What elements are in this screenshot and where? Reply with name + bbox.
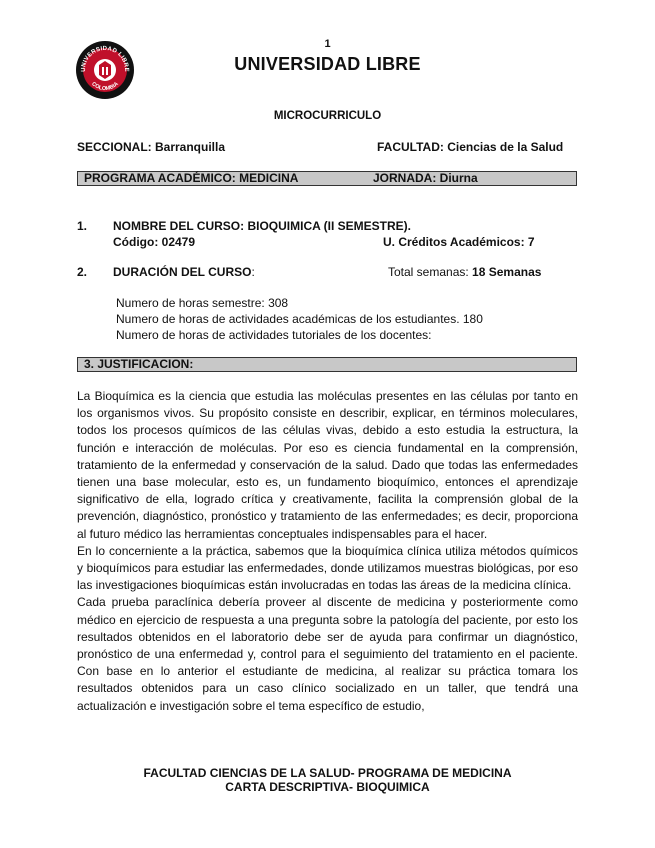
total-weeks-value: 18 Semanas <box>472 265 542 279</box>
programa: PROGRAMA ACADÉMICO: MEDICINA <box>84 171 299 185</box>
document-title: MICROCURRICULO <box>273 110 382 122</box>
facultad: FACULTAD: Ciencias de la Salud <box>377 140 564 154</box>
course-credits: U. Créditos Académicos: 7 <box>383 235 535 249</box>
item-2-number: 2. <box>77 265 88 279</box>
footer-line-1: FACULTAD CIENCIAS DE LA SALUD- PROGRAMA DE MEDICINA <box>143 766 512 780</box>
item-1-number: 1. <box>77 219 88 233</box>
justification-paragraph: La Bioquímica es la ciencia que estudia las moléculas presentes en las células por tanto en los organismos vivos. Su propósito consiste en describir, explicar, en términos moleculares, todos los procesos químicos de las células vivas, debido a esto estudia la estructura, la función e interacción de moléculas. Por eso es ciencia fundamental en la comprensión, tratamiento de la enfermedad y conservación de la salud. Dado que todas las enfermedades tienen una base molecular, esto es, un fundamento bioquímico, entonces el aprendizaje significativo de ella, logrado crítica y creativamente, facilita la comprensión global de la prevención, diagnóstico, pronóstico y tratamiento de las enfermedades; es decir, proporciona al futuro médico las herramientas conceptuales indispensables para el hacer. <box>77 389 578 541</box>
program-bar <box>77 171 577 186</box>
footer-line-2: CARTA DESCRIPTIVA- BIOQUIMICA <box>225 780 430 794</box>
logo-ring-text-top: UNIVERSIDAD LIBRE <box>80 45 130 72</box>
university-title: UNIVERSIDAD LIBRE <box>234 54 421 74</box>
course-code: Código: 02479 <box>113 235 196 249</box>
university-logo <box>75 40 135 100</box>
page-number: 1 <box>324 38 331 50</box>
hours-semester: Numero de horas semestre: 308 <box>116 296 289 310</box>
justification-paragraph: En lo concerniente a la práctica, sabemos que la bioquímica clínica utiliza métodos químicos y bioquímicos para estudiar las enfermedades, donde utilizamos muestras biológicas, por eso las investigaciones bioquímicas están involucradas en todas las áreas de la medicina clínica. <box>77 543 578 593</box>
duration-label: DURACIÓN DEL CURSO <box>113 265 252 279</box>
justification-paragraph: Cada prueba paraclínica debería proveer al discente de medicina y posteriormente como médico en ejercicio de respuesta a una pregunta sobre la patología del paciente, por esto los resultados obtenidos en el laboratorio debe ser de ayuda para confirmar un diagnóstico, pronóstico de una enfermedad y, control para el seguimiento del tratamiento en el paciente. Con base en lo anterior el estudiante de medicina, al realizar su práctica tomara los resultados obtenidos para un caso clínico socializado en un taller, que tendrá una actualización e investigación sobre el tema específico de estudio, <box>77 595 578 713</box>
justification-heading-bar <box>77 357 577 372</box>
total-weeks-label: Total semanas: <box>388 265 473 279</box>
hours-tutorial-activities: Numero de horas de actividades tutoriales de los docentes: <box>116 328 432 342</box>
course-duration <box>113 265 255 279</box>
justification-heading: 3. JUSTIFICACION: <box>84 357 194 371</box>
duration-colon: : <box>251 265 255 279</box>
hours-student-activities: Numero de horas de actividades académicas de los estudiantes. 180 <box>116 312 483 326</box>
page-footer <box>0 766 655 794</box>
hours-list <box>116 295 483 343</box>
seccional: SECCIONAL: Barranquilla <box>77 140 226 154</box>
jornada: JORNADA: Diurna <box>373 171 478 185</box>
total-weeks <box>388 265 541 279</box>
logo-ring-text-bottom: COLOMBIA <box>90 81 120 93</box>
justification-text <box>77 388 578 715</box>
course-name: NOMBRE DEL CURSO: BIOQUIMICA (II SEMESTRE). <box>113 219 412 233</box>
